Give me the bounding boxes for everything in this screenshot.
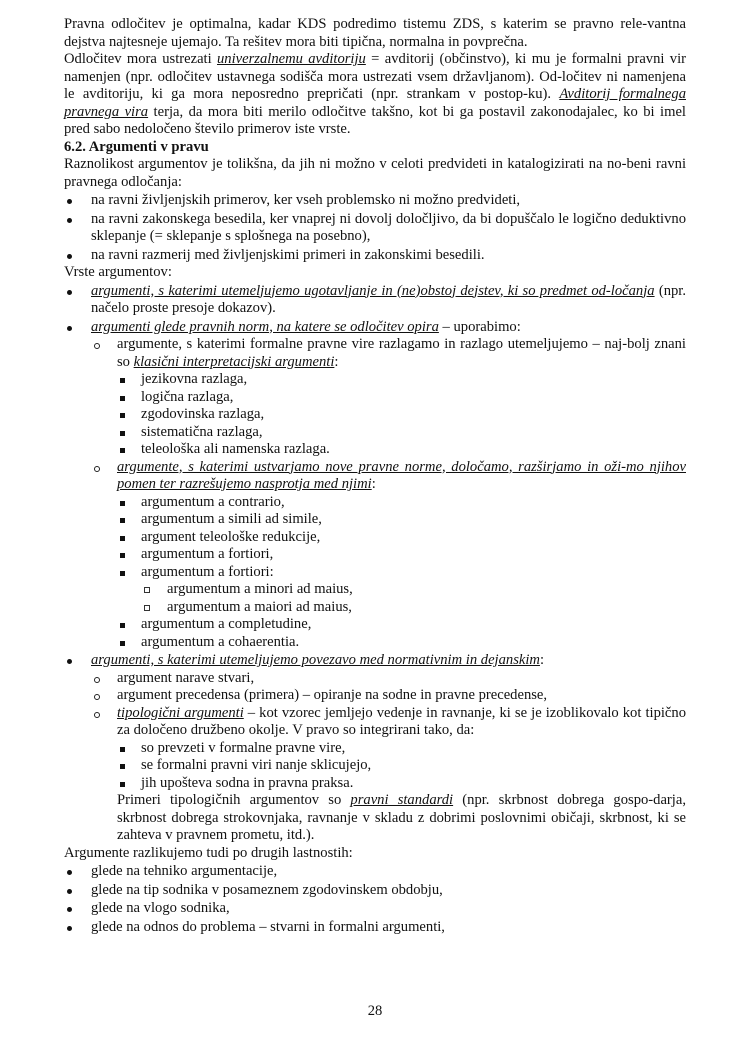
list-item-interpretation	[91, 336, 686, 459]
list-item-text: zgodovinska razlaga,	[141, 406, 265, 422]
sublist	[91, 336, 686, 651]
text: Primeri tipologičnih argumentov so	[117, 792, 351, 808]
list-item-text: glede na vlogo sodnika,	[91, 900, 230, 916]
list-item	[117, 634, 686, 652]
list-item-text: glede na odnos do problema – stvarni in formalni argumenti,	[91, 918, 445, 935]
levels-list	[64, 192, 686, 264]
list-item	[117, 529, 686, 547]
list-item-type1	[64, 283, 686, 318]
term-universal-auditorium: univerzalnemu avditoriju	[217, 51, 366, 67]
list-item	[64, 863, 686, 881]
term: argumente, s katerimi ustvarjamo nove pravne norme, določamo, razširjamo in oži-mo njihov pomen ter razrešujemo nasprotja med njimi	[117, 458, 686, 492]
list-item-text: jezikovna razlaga,	[141, 371, 248, 387]
list-item	[117, 441, 686, 459]
list-item	[117, 757, 686, 775]
list-item-text: argumentum a simili ad simile,	[141, 511, 322, 527]
text: (npr. skrbnost dobrega gospo-darja, skrbnost dobrega strokovnjaka, ravnanje v skladu z dobrimi poslovnimi običaji, skrbnost, ki se zahteva v pravnem prometu, itd.).	[117, 792, 686, 843]
list-item-text: argumentum a contrario,	[141, 493, 285, 510]
list-item-text: se formalni pravni viri nanje sklicujejo,	[141, 757, 372, 773]
list-item	[117, 406, 686, 424]
term: argumenti, s katerimi utemeljujemo povezavo med normativnim in dejanskim	[91, 652, 540, 668]
list-item-text: logična razlaga,	[141, 388, 234, 405]
list-item-text: argumentum a completudine,	[141, 616, 312, 632]
list-item	[117, 424, 686, 442]
paragraph-universal-auditorium	[64, 51, 686, 139]
list-item-text: sistematična razlaga,	[141, 423, 263, 440]
text: – kot vzorec jemljejo vedenje in ravnanje, ki se je izoblikovalo kot tipično za določeno družbeno okolje. V pravo so integrirani tako, da:	[117, 704, 686, 738]
list-item-text: argumentum a fortiori,	[141, 546, 274, 562]
term: pravni standardi	[350, 792, 454, 808]
list-item-text: argumentum a minori ad maius,	[167, 581, 353, 597]
text: terja, da mora biti merilo odločitve takšno, kot bi ga postavil zakonodajalec, ko bi imel pred sabo nedoločeno število primerov iste vrste.	[64, 103, 686, 137]
list-item-text: argumentum a fortiori:	[141, 563, 274, 580]
text: argumente, s katerimi formalne pravne vire razlagamo in razlago utemeljujemo – naj-bolj znani so	[117, 336, 686, 370]
sublist	[91, 670, 686, 845]
list-item	[117, 775, 686, 793]
list-item	[141, 599, 686, 617]
list-item-text: jih upošteva sodna in pravna praksa.	[141, 774, 354, 791]
term: argumenti glede pravnih norm, na katere se odločitev opira	[91, 318, 439, 335]
list-item	[117, 511, 686, 529]
list-item	[91, 670, 686, 688]
list-item-text: na ravni razmerij med življenjskimi primeri in zakonskimi besedili.	[91, 246, 485, 263]
text: :	[539, 652, 545, 668]
paragraph-optimal-decision: Pravna odločitev je optimalna, kadar KDS podredimo tistemu ZDS, s katerim se pravno rele-vantna dejstva najtesneje ujemajo. Ta rešitev mora biti tipična, normalna in povprečna.	[64, 16, 686, 50]
list-item-text: argument teleološke redukcije,	[141, 528, 321, 545]
list-item	[64, 247, 686, 265]
list-item-text: argument narave stvari,	[117, 669, 255, 686]
list-item	[117, 564, 686, 617]
list-item	[64, 211, 686, 246]
list-item-text: glede na tehniko argumentacije,	[91, 863, 278, 879]
list-item	[91, 687, 686, 705]
page-number: 28	[367, 1003, 383, 1019]
list-item	[117, 389, 686, 407]
list-item	[141, 581, 686, 599]
list-item	[64, 882, 686, 900]
list-item	[64, 900, 686, 918]
list-item	[117, 616, 686, 634]
sublist	[117, 371, 686, 459]
term: tipologični argumenti	[117, 704, 244, 721]
text: (npr. načelo proste presoje dokazov).	[91, 282, 686, 316]
paragraph-legal-standards	[117, 792, 686, 845]
list-item	[64, 919, 686, 937]
text: – uporabimo:	[438, 318, 521, 335]
text: Odločitev mora ustrezati	[64, 51, 217, 67]
sublist	[117, 740, 686, 793]
list-item-new-norms	[91, 459, 686, 652]
list-item-type3	[64, 652, 686, 845]
list-item	[117, 740, 686, 758]
list-item-text: so prevzeti v formalne pravne vire,	[141, 739, 346, 756]
term: klasični interpretacijski argumenti	[133, 353, 335, 370]
types-label: Vrste argumentov:	[64, 264, 172, 280]
list-item-text: na ravni življenjskih primerov, ker vseh problemsko ni možno predvideti,	[91, 192, 521, 208]
other-properties-list	[64, 863, 686, 936]
list-item	[64, 192, 686, 210]
list-item-typological	[91, 705, 686, 845]
list-item-text: na ravni zakonskega besedila, ker vnaprej ni dovolj določljivo, da bi dopuščalo le logično deduktivno sklepanje (= sklepanje s splošnega na posebno),	[91, 210, 686, 244]
types-list	[64, 283, 686, 845]
document-page	[64, 16, 686, 936]
section-heading: 6.2. Argumenti v pravu	[64, 138, 209, 155]
text: = avditorij (občinstvo), ki mu je formalni pravni vir namenjen (npr. odločitev ustavnega sodišča mora ustrezati vsem državljanom). Od-ločitev ni namenjena le avditoriju, ki ga mora neposredno prepričati (npr. strankam v postop-ku).	[64, 51, 686, 102]
text: :	[334, 353, 339, 370]
list-item-type2	[64, 319, 686, 652]
list-item-text: argumentum a cohaerentia.	[141, 633, 300, 650]
term: argumenti, s katerimi utemeljujemo ugotavljanje in (ne)obstoj dejstev, ki so predmet od-ločanja	[91, 282, 655, 299]
term-auditorium-formal-source: Avditorij formalnega pravnega vira	[64, 86, 686, 120]
paragraph-argument-diversity: Raznolikost argumentov je tolikšna, da jih ni možno v celoti predvideti in katalogizirati na no-beni ravni pravnega odločanja:	[64, 156, 686, 190]
list-item-text: argument precedensa (primera) – opiranje na sodne in pravne precedense,	[117, 687, 548, 703]
list-item-text: teleološka ali namenska razlaga.	[141, 441, 330, 457]
sublist	[141, 581, 686, 616]
list-item-text: argumentum a maiori ad maius,	[167, 598, 352, 615]
list-item-text: glede na tip sodnika v posameznem zgodovinskem obdobju,	[91, 881, 443, 898]
text: :	[371, 476, 376, 492]
list-item	[117, 546, 686, 564]
sublist	[117, 494, 686, 652]
list-item	[117, 494, 686, 512]
other-properties-label: Argumente razlikujemo tudi po drugih lastnostih:	[64, 844, 353, 861]
list-item	[117, 371, 686, 389]
